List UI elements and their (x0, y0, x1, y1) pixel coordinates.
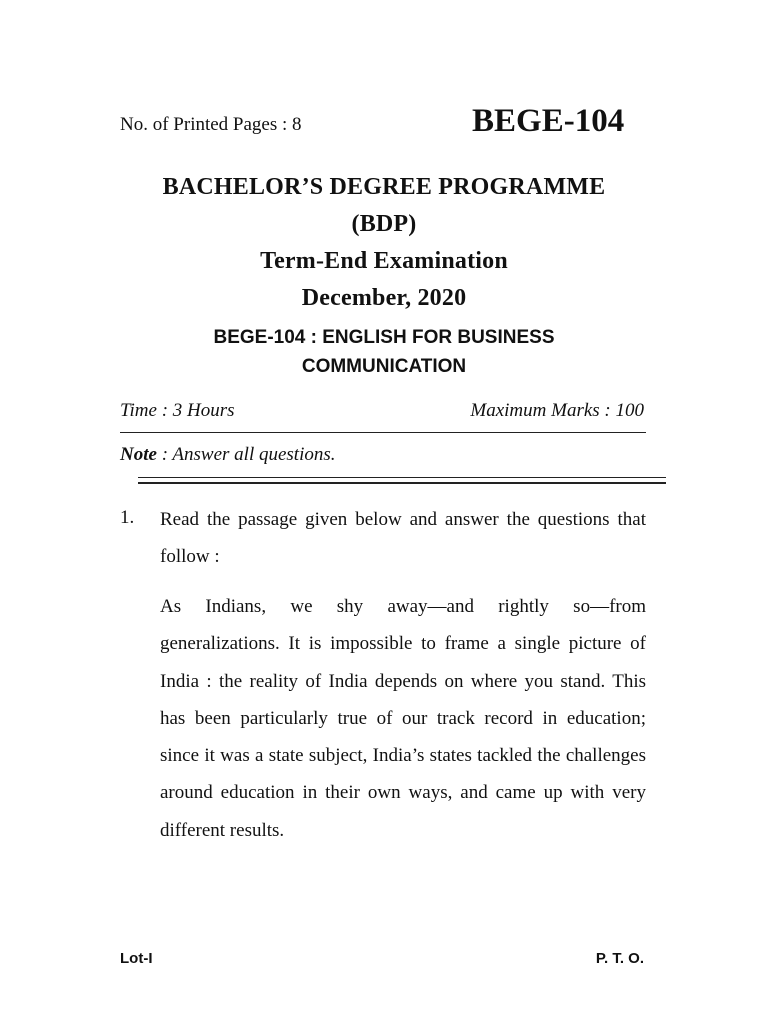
note-label: Note (120, 444, 157, 465)
exam-duration: Time : 3 Hours (120, 400, 235, 421)
programme-title: BACHELOR’S DEGREE PROGRAMME (162, 174, 606, 200)
exam-session: December, 2020 (301, 285, 467, 311)
double-rule-bottom (138, 482, 666, 484)
lot-label: Lot-I (120, 950, 153, 967)
double-rule-top (138, 477, 666, 478)
question-prompt: Read the passage given below and answer the questions that follow : (160, 509, 646, 568)
note (120, 444, 336, 466)
subject-title-line-1: BEGE-104 : ENGLISH FOR BUSINESS (213, 327, 555, 348)
course-code: BEGE-104 (472, 103, 625, 139)
subject-title-line-2: COMMUNICATION (301, 356, 467, 377)
passage-text: As Indians, we shy away—and rightly so—from generalizations. It is impossible to frame a single picture of India : the reality of India depends on where you stand. This has been particularly true of our track record in education; since it was a state subject, India’s states tackled the challenges around education in their own ways, and came up with very different results. (160, 596, 646, 841)
header-divider (120, 432, 646, 433)
printed-pages-label: No. of Printed Pages : 8 (120, 114, 302, 135)
exam-title: Term-End Examination (260, 248, 508, 274)
question-number: 1. (120, 507, 135, 528)
maximum-marks: Maximum Marks : 100 (470, 400, 644, 421)
please-turn-over: P. T. O. (595, 950, 644, 967)
note-text: : Answer all questions. (161, 444, 336, 465)
programme-abbreviation: (BDP) (351, 211, 417, 237)
